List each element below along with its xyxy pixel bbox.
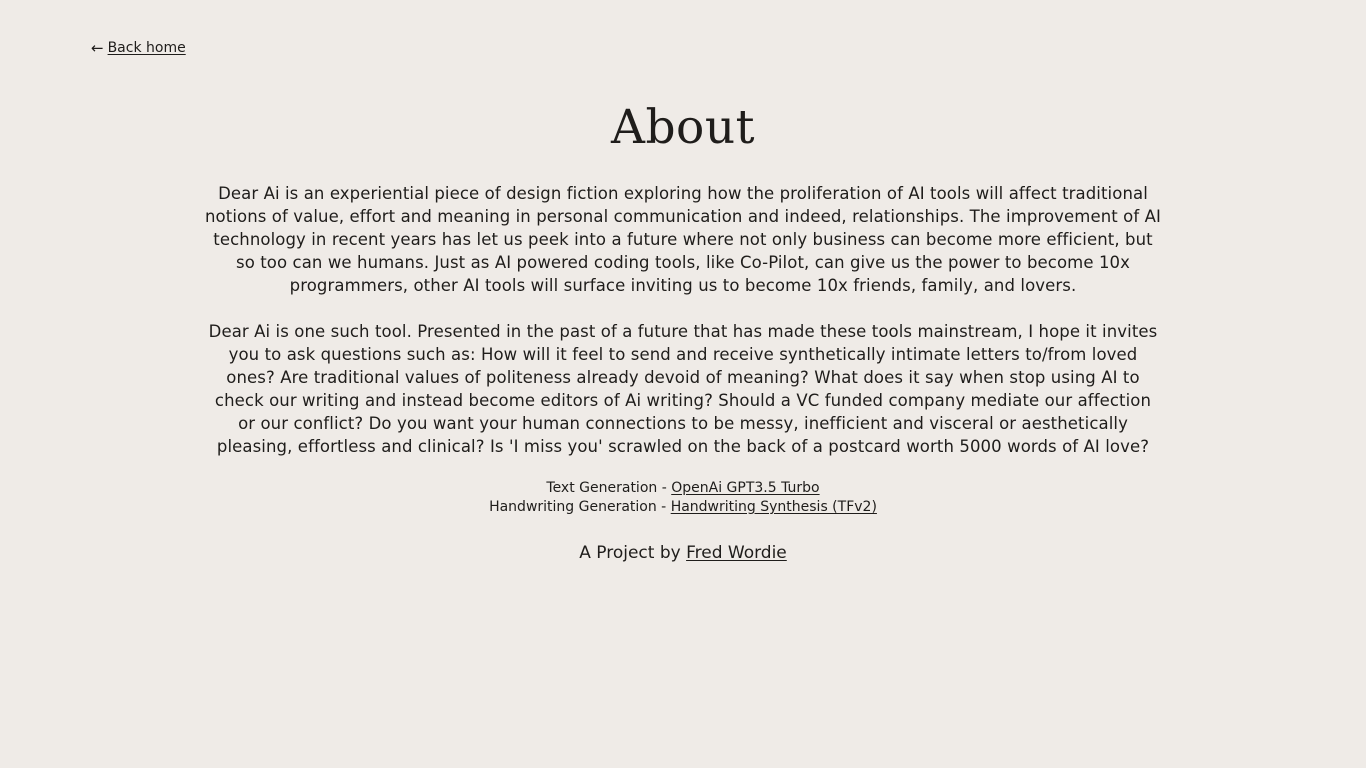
back-home-link[interactable] bbox=[91, 38, 186, 58]
questions-paragraph: Dear Ai is one such tool. Presented in the past of a future that has made these tools mainstream, I hope it invites you to ask questions such as: How will it feel to send and receive synthetically intimate letters to/from loved ones? Are traditional values of politeness already devoid of meaning? What does it say when stop using AI to check our writing and instead become editors of Ai writing? Should a VC funded company mediate our affection or our conflict? Do you want your human connections to be messy, inefficient and visceral or aesthetically pleasing, effortless and clinical? Is 'I miss you' scrawled on the back of a postcard worth 5000 words of AI love? bbox=[208, 322, 1158, 456]
about-content bbox=[205, 182, 1161, 565]
text-generation-credit bbox=[205, 479, 1161, 498]
handwriting-generation-credit bbox=[205, 498, 1161, 517]
back-home-label: Back home bbox=[107, 40, 186, 56]
author-prefix: A Project by bbox=[579, 543, 687, 563]
intro-paragraph: Dear Ai is an experiential piece of design fiction exploring how the proliferation of AI tools will affect traditional notions of value, effort and meaning in personal communication and indeed, relationships. The improvement of AI technology in recent years has let us peek into a future where not only business can become more efficient, but so too can we humans. Just as AI powered coding tools, like Co-Pilot, can give us the power to become 10x programmers, other AI tools will surface inviting us to become 10x friends, family, and lovers. bbox=[205, 184, 1161, 295]
handwriting-generation-label: Handwriting Generation - bbox=[489, 499, 671, 515]
handwriting-synthesis-link[interactable]: Handwriting Synthesis (TFv2) bbox=[670, 499, 877, 515]
text-generation-label: Text Generation - bbox=[546, 480, 672, 496]
page-title: About bbox=[611, 100, 755, 155]
author-link[interactable]: Fred Wordie bbox=[686, 543, 787, 563]
arrow-left-icon: ← bbox=[91, 39, 104, 57]
credits bbox=[205, 479, 1161, 517]
openai-link[interactable]: OpenAi GPT3.5 Turbo bbox=[671, 480, 820, 496]
author-credit bbox=[205, 541, 1161, 565]
